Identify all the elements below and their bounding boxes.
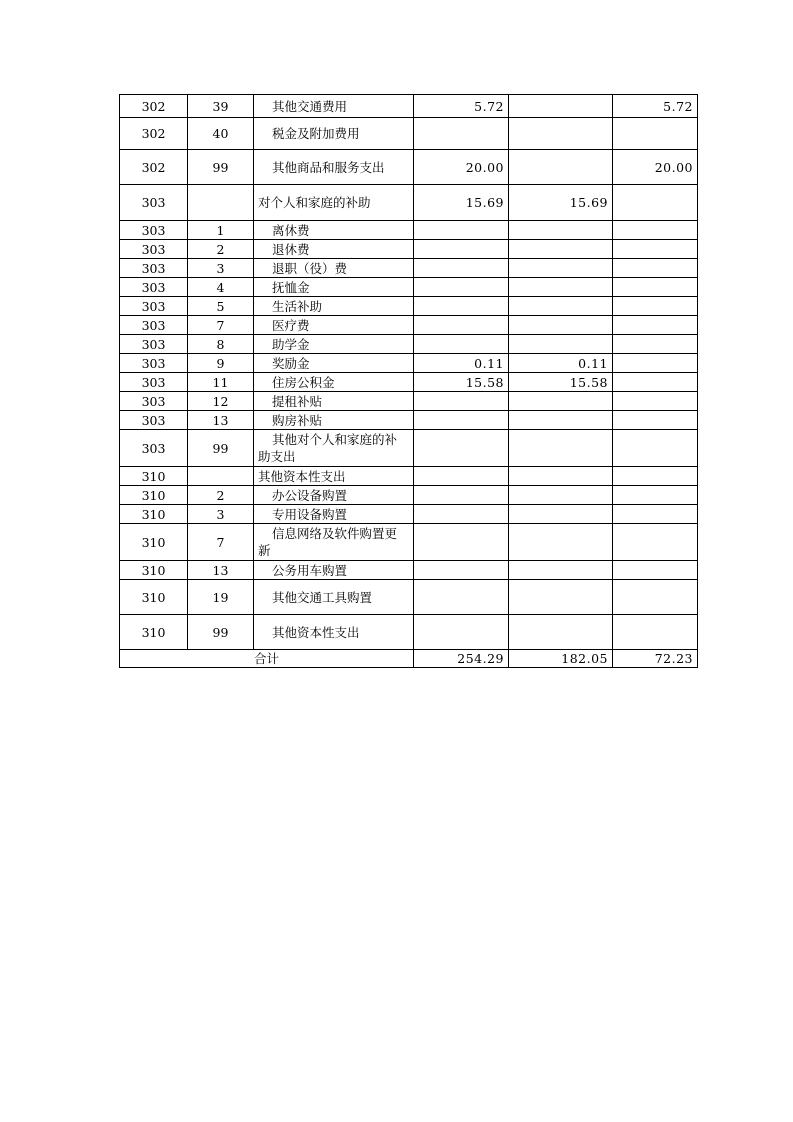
category-code: 302 [120, 118, 188, 150]
item-name: 对个人和家庭的补助 [254, 185, 414, 221]
amount-total: 0.11 [414, 354, 509, 373]
category-code: 303 [120, 335, 188, 354]
table-row [120, 118, 698, 150]
category-code: 302 [120, 150, 188, 185]
amount-basic [509, 316, 613, 335]
amount-total [414, 411, 509, 430]
amount-basic [509, 221, 613, 240]
item-code [188, 467, 254, 486]
item-name: 专用设备购置 [254, 505, 414, 524]
table-row [120, 335, 698, 354]
amount-total [414, 392, 509, 411]
amount-total [414, 561, 509, 580]
amount-project [613, 297, 698, 316]
item-name: 其他商品和服务支出 [254, 150, 414, 185]
amount-total [414, 316, 509, 335]
amount-project [613, 118, 698, 150]
amount-project [613, 221, 698, 240]
amount-project [613, 486, 698, 505]
item-code: 3 [188, 505, 254, 524]
category-code: 303 [120, 411, 188, 430]
table-row [120, 95, 698, 118]
item-code: 7 [188, 316, 254, 335]
amount-project [613, 467, 698, 486]
amount-project [613, 561, 698, 580]
amount-basic [509, 335, 613, 354]
amount-total [414, 118, 509, 150]
amount-total [414, 297, 509, 316]
item-name: 医疗费 [254, 316, 414, 335]
item-name: 税金及附加费用 [254, 118, 414, 150]
amount-total [414, 278, 509, 297]
category-code: 303 [120, 430, 188, 467]
amount-basic: 15.58 [509, 373, 613, 392]
item-name: 其他资本性支出 [254, 467, 414, 486]
amount-project [613, 278, 698, 297]
amount-total [414, 580, 509, 615]
amount-total: 15.58 [414, 373, 509, 392]
category-code: 303 [120, 221, 188, 240]
item-code: 2 [188, 240, 254, 259]
total-value-3: 72.23 [613, 650, 698, 668]
amount-basic [509, 259, 613, 278]
table-row [120, 354, 698, 373]
item-code: 19 [188, 580, 254, 615]
table-row [120, 150, 698, 185]
item-code: 99 [188, 430, 254, 467]
amount-project [613, 185, 698, 221]
amount-basic [509, 467, 613, 486]
table-row [120, 486, 698, 505]
category-code: 310 [120, 467, 188, 486]
amount-project [613, 316, 698, 335]
item-code: 9 [188, 354, 254, 373]
amount-basic [509, 411, 613, 430]
amount-basic [509, 150, 613, 185]
table-row [120, 316, 698, 335]
table-row [120, 297, 698, 316]
amount-basic [509, 615, 613, 650]
item-name: 退职（役）费 [254, 259, 414, 278]
table-row [120, 615, 698, 650]
table-row [120, 259, 698, 278]
table-row [120, 430, 698, 467]
item-code: 99 [188, 150, 254, 185]
amount-total [414, 486, 509, 505]
amount-basic [509, 240, 613, 259]
item-name: 其他资本性支出 [254, 615, 414, 650]
category-code: 310 [120, 486, 188, 505]
amount-total [414, 524, 509, 561]
item-name: 离休费 [254, 221, 414, 240]
category-code: 310 [120, 615, 188, 650]
category-code: 303 [120, 392, 188, 411]
table-row [120, 580, 698, 615]
item-name: 办公设备购置 [254, 486, 414, 505]
item-code: 3 [188, 259, 254, 278]
category-code: 303 [120, 316, 188, 335]
item-name: 抚恤金 [254, 278, 414, 297]
item-name: 信息网络及软件购置更新 [254, 524, 414, 561]
amount-basic [509, 95, 613, 118]
amount-total: 15.69 [414, 185, 509, 221]
item-code: 5 [188, 297, 254, 316]
amount-project: 5.72 [613, 95, 698, 118]
category-code: 303 [120, 373, 188, 392]
amount-project [613, 240, 698, 259]
amount-project [613, 580, 698, 615]
item-code: 11 [188, 373, 254, 392]
item-name: 提租补贴 [254, 392, 414, 411]
item-code: 99 [188, 615, 254, 650]
amount-basic: 15.69 [509, 185, 613, 221]
table-row [120, 524, 698, 561]
amount-total [414, 240, 509, 259]
amount-basic [509, 561, 613, 580]
item-code: 13 [188, 561, 254, 580]
total-label: 合计 [120, 650, 414, 668]
item-name: 其他交通工具购置 [254, 580, 414, 615]
amount-basic [509, 486, 613, 505]
item-code: 39 [188, 95, 254, 118]
category-code: 303 [120, 259, 188, 278]
amount-project [613, 354, 698, 373]
table-row [120, 278, 698, 297]
item-name: 住房公积金 [254, 373, 414, 392]
amount-total [414, 615, 509, 650]
amount-project: 20.00 [613, 150, 698, 185]
amount-project [613, 505, 698, 524]
amount-total: 20.00 [414, 150, 509, 185]
amount-project [613, 335, 698, 354]
table-row [120, 411, 698, 430]
item-name: 其他交通费用 [254, 95, 414, 118]
amount-basic: 0.11 [509, 354, 613, 373]
total-value-1: 254.29 [414, 650, 509, 668]
amount-total [414, 335, 509, 354]
item-name: 其他对个人和家庭的补助支出 [254, 430, 414, 467]
item-name: 购房补贴 [254, 411, 414, 430]
amount-basic [509, 505, 613, 524]
item-name: 奖励金 [254, 354, 414, 373]
item-code: 7 [188, 524, 254, 561]
amount-basic [509, 392, 613, 411]
amount-basic [509, 297, 613, 316]
item-name: 退休费 [254, 240, 414, 259]
item-name: 生活补助 [254, 297, 414, 316]
category-code: 310 [120, 580, 188, 615]
item-code: 2 [188, 486, 254, 505]
amount-total [414, 430, 509, 467]
budget-table [119, 94, 698, 668]
table-row [120, 185, 698, 221]
amount-basic [509, 118, 613, 150]
total-row [120, 650, 698, 668]
amount-basic [509, 524, 613, 561]
amount-total [414, 221, 509, 240]
amount-project [613, 259, 698, 278]
table-row [120, 561, 698, 580]
category-code: 303 [120, 278, 188, 297]
amount-total [414, 467, 509, 486]
amount-basic [509, 430, 613, 467]
table-row [120, 392, 698, 411]
amount-total: 5.72 [414, 95, 509, 118]
item-code: 40 [188, 118, 254, 150]
category-code: 310 [120, 505, 188, 524]
item-code [188, 185, 254, 221]
table-row [120, 240, 698, 259]
amount-project [613, 411, 698, 430]
amount-project [613, 373, 698, 392]
item-code: 8 [188, 335, 254, 354]
category-code: 302 [120, 95, 188, 118]
amount-project [613, 524, 698, 561]
amount-basic [509, 580, 613, 615]
item-code: 1 [188, 221, 254, 240]
category-code: 303 [120, 240, 188, 259]
item-name: 助学金 [254, 335, 414, 354]
table-row [120, 373, 698, 392]
category-code: 303 [120, 297, 188, 316]
amount-project [613, 430, 698, 467]
amount-total [414, 505, 509, 524]
item-code: 4 [188, 278, 254, 297]
category-code: 310 [120, 524, 188, 561]
table-row [120, 467, 698, 486]
table-row [120, 505, 698, 524]
amount-basic [509, 278, 613, 297]
table-body [120, 95, 698, 650]
category-code: 310 [120, 561, 188, 580]
amount-total [414, 259, 509, 278]
category-code: 303 [120, 354, 188, 373]
item-code: 13 [188, 411, 254, 430]
item-code: 12 [188, 392, 254, 411]
category-code: 303 [120, 185, 188, 221]
table-row [120, 221, 698, 240]
total-value-2: 182.05 [509, 650, 613, 668]
amount-project [613, 392, 698, 411]
amount-project [613, 615, 698, 650]
item-name: 公务用车购置 [254, 561, 414, 580]
